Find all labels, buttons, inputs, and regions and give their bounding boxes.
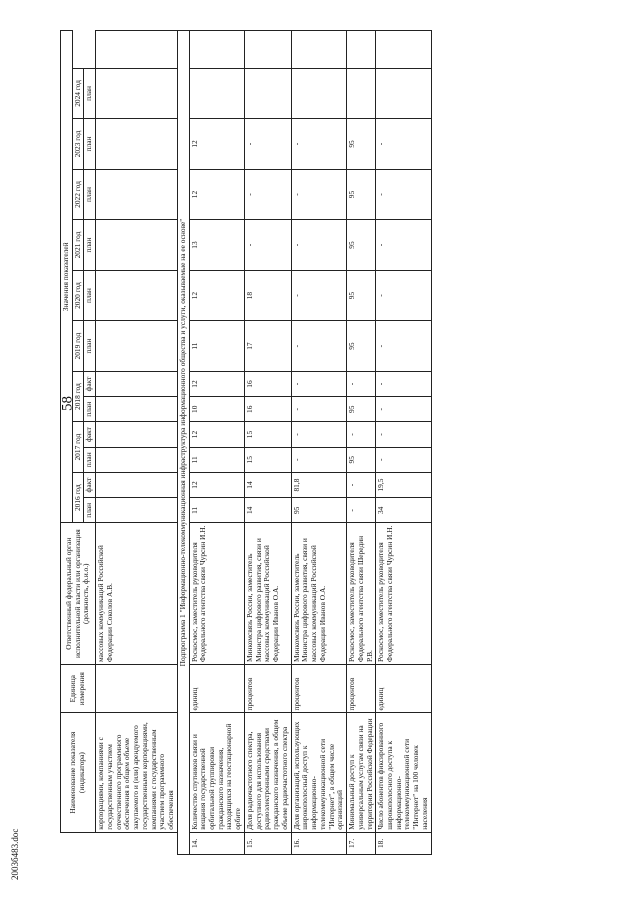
row-number: 15. — [244, 832, 291, 854]
header-plan: план — [84, 270, 96, 321]
value-cell: 11 — [189, 321, 244, 372]
header-year: 2018 год — [72, 371, 84, 422]
value-cell: 95 — [347, 321, 376, 372]
row-number: 16. — [291, 832, 346, 854]
header-year: 2024 год — [72, 68, 84, 119]
header-year: 2017 год — [72, 422, 84, 473]
value-cell: - — [244, 119, 291, 170]
value-cell: 18 — [244, 270, 291, 321]
value-cell: 95 — [291, 498, 346, 523]
header-year: 2019 год — [72, 321, 84, 372]
value-cell: 95 — [347, 447, 376, 472]
value-cell: - — [376, 422, 431, 447]
header-fact: факт — [84, 371, 96, 396]
value-cell: - — [376, 321, 431, 372]
unit-cell: процентов — [244, 664, 291, 713]
value-cell: 95 — [347, 270, 376, 321]
header-row-1 — [61, 31, 73, 855]
rotated-table-area — [60, 30, 600, 855]
value-cell: 14 — [244, 472, 291, 497]
row-number: 14. — [189, 832, 244, 854]
continuation-responsible: массовых коммуникаций Российской Федерации Соколов А.В. — [96, 523, 178, 665]
header-plan: план — [84, 397, 96, 422]
value-cell: 16 — [244, 371, 291, 396]
table-row — [291, 31, 346, 855]
unit-cell: единиц — [189, 664, 244, 713]
header-plan: план — [84, 447, 96, 472]
value-cell: 15 — [244, 422, 291, 447]
continuation-name: корпорациями, компаниями с государственным участием отечественного программного обеспечения в общем объеме закупаемого и (или) арендуемого государственными корпорациями, компаниями с государственным участием программного обеспечения — [96, 713, 178, 832]
value-cell: - — [347, 472, 376, 497]
header-plan: план — [84, 119, 96, 170]
subprogram-row — [177, 31, 189, 855]
continuation-row — [96, 31, 178, 855]
value-cell: 19,5 — [376, 472, 431, 497]
indicator-name: Количество спутников связи и вещания государственной орбитальной группировки гражданского назначения, находящихся на геостационарной орбите — [189, 713, 244, 832]
value-cell: - — [244, 169, 291, 220]
value-cell: 95 — [347, 220, 376, 271]
unit-cell: процентов — [291, 664, 346, 713]
value-cell: - — [376, 220, 431, 271]
header-plan: план — [84, 321, 96, 372]
value-cell: 95 — [347, 119, 376, 170]
header-year: 2023 год — [72, 119, 84, 170]
unit-cell: единиц — [376, 664, 431, 713]
value-cell: 12 — [189, 371, 244, 396]
header-fact: факт — [84, 422, 96, 447]
value-cell: 12 — [189, 472, 244, 497]
responsible-cell: Роскосмос, заместитель руководителя Федерального агентства связи Чурсин И.Н. — [376, 523, 431, 665]
value-cell: - — [376, 371, 431, 396]
value-cell: - — [291, 119, 346, 170]
value-cell: 14 — [244, 498, 291, 523]
value-cell: 12 — [189, 119, 244, 170]
value-cell: - — [347, 422, 376, 447]
value-cell: 17 — [244, 321, 291, 372]
value-cell: - — [291, 270, 346, 321]
value-cell: 81,8 — [291, 472, 346, 497]
value-cell: 12 — [189, 422, 244, 447]
table-row — [189, 31, 244, 855]
value-cell: 34 — [376, 498, 431, 523]
value-cell: 10 — [189, 397, 244, 422]
value-cell: - — [376, 397, 431, 422]
responsible-cell: Минкомсвязь России, заместитель Министра цифрового развития, связи и массовых коммуникаций Российской Федерации Иванов О.А. — [291, 523, 346, 665]
header-plan: план — [84, 68, 96, 119]
value-cell: 11 — [189, 498, 244, 523]
header-year: 2020 год — [72, 270, 84, 321]
header-plan: план — [84, 498, 96, 523]
indicator-name: Число абонентов фиксированного широкополосного доступа к информационно-телекоммуникационной сети "Интернет" на 100 человек населения — [376, 713, 431, 832]
value-cell: - — [291, 220, 346, 271]
table-row — [376, 31, 431, 855]
value-cell: 11 — [189, 447, 244, 472]
value-cell: - — [291, 397, 346, 422]
indicator-name: Минимальный доступ к универсальным услугам связи на территории Российской Федерации — [347, 713, 376, 832]
value-cell: 16 — [244, 397, 291, 422]
header-year: 2016 год — [72, 472, 84, 523]
responsible-cell: Минкомсвязь России, заместитель Министра цифрового развития, связи и массовых коммуникаций Российской Федерации Иванов О.А. — [244, 523, 291, 665]
footer-file-code: 2003б483.doc — [10, 828, 20, 880]
page-number: 58 — [59, 396, 76, 411]
header-year: 2021 год — [72, 220, 84, 271]
value-cell: - — [347, 498, 376, 523]
table-row — [347, 31, 376, 855]
header-fact: факт — [84, 472, 96, 497]
value-cell: - — [244, 220, 291, 271]
indicator-name: Доля организаций, использующих широкополосный доступ к информационно-телекоммуникационной сети "Интернет", в общем числе организаций — [291, 713, 346, 832]
responsible-cell: Роскосмос, заместитель руководителя Федерального агентства связи Чурсин И.Н. — [189, 523, 244, 665]
value-cell: - — [291, 422, 346, 447]
header-unit: Единица измерения — [61, 664, 96, 713]
header-values: Значения показателей — [61, 31, 73, 523]
value-cell: - — [291, 371, 346, 396]
header-plan: план — [84, 169, 96, 220]
value-cell: 13 — [189, 220, 244, 271]
value-cell: - — [291, 169, 346, 220]
unit-cell: процентов — [347, 664, 376, 713]
value-cell: 95 — [347, 397, 376, 422]
value-cell: - — [376, 270, 431, 321]
value-cell: 95 — [347, 169, 376, 220]
value-cell: - — [376, 119, 431, 170]
value-cell: - — [347, 371, 376, 396]
value-cell: 12 — [189, 169, 244, 220]
data-rows — [189, 31, 431, 855]
header-num — [61, 832, 73, 854]
row-number: 17. — [347, 832, 376, 854]
indicator-name: Доля радиочастотного спектра, доступного для использования радиоэлектронными средствами гражданского назначения, в общем объеме радиочастотного спектра — [244, 713, 291, 832]
header-year: 2022 год — [72, 169, 84, 220]
value-cell: - — [376, 447, 431, 472]
header-responsible: Ответственный федеральный орган исполнительной власти или организация (должность, ф.и.о.) — [61, 523, 96, 665]
table-row — [244, 31, 291, 855]
indicators-table — [60, 30, 432, 855]
subprogram-title: Подпрограмма 1 "Информационно-телекоммуникационная инфраструктура информационного общества и услуги, оказываемые на ее основе" — [177, 31, 189, 855]
value-cell: - — [291, 447, 346, 472]
responsible-cell: Роскосмос, заместитель руководителя Федерального агентства связи Шередин Р.В. — [347, 523, 376, 665]
value-cell: - — [291, 321, 346, 372]
value-cell: - — [376, 169, 431, 220]
value-cell: 12 — [189, 270, 244, 321]
header-plan: план — [84, 220, 96, 271]
value-cell: 15 — [244, 447, 291, 472]
header-indicator-name: Наименование показателя (индикатора) — [61, 713, 96, 832]
row-number: 18. — [376, 832, 431, 854]
